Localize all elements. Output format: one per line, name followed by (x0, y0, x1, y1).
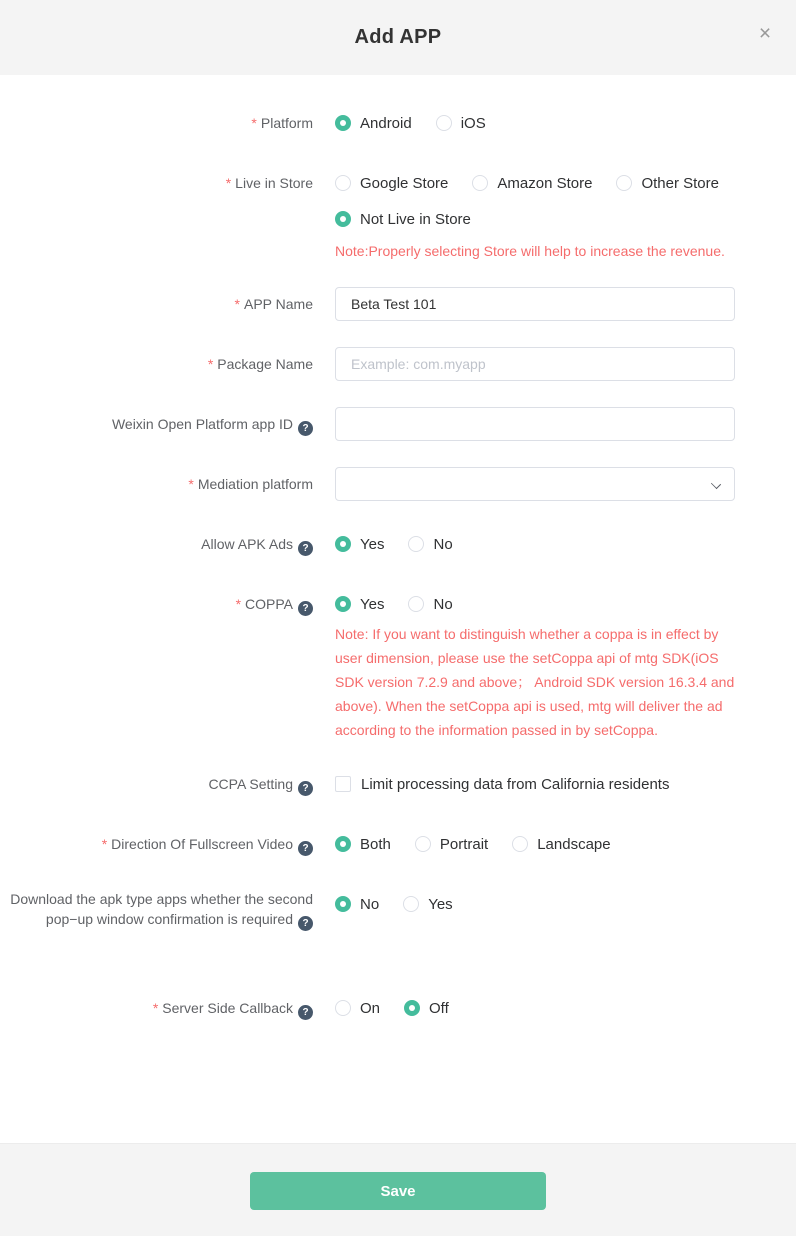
help-icon[interactable]: ? (298, 541, 313, 556)
direction-label: * Direction Of Fullscreen Video ? (0, 827, 313, 856)
close-icon[interactable]: × (758, 21, 772, 45)
coppa-label: * COPPA ? (0, 587, 313, 616)
radio-icon (408, 536, 424, 552)
help-icon[interactable]: ? (298, 421, 313, 436)
form-row-apk-confirm (0, 887, 796, 931)
dialog-footer (0, 1143, 796, 1236)
radio-label: Yes (360, 595, 385, 613)
radio-label: No (433, 535, 453, 553)
help-icon[interactable]: ? (298, 781, 313, 796)
radio-callback-off[interactable] (404, 1000, 449, 1017)
radio-icon (335, 536, 351, 552)
store-note: Note:Properly selecting Store will help to increase the revenue. (335, 243, 725, 259)
radio-label: Amazon Store (497, 174, 593, 192)
radio-label: Yes (428, 895, 453, 913)
radio-apk-confirm-yes[interactable] (403, 896, 452, 913)
radio-label: Off (429, 999, 449, 1017)
radio-apk-ads-yes[interactable] (335, 536, 384, 553)
radio-label: No (360, 895, 380, 913)
radio-icon (403, 896, 419, 912)
form-row-platform (0, 106, 796, 140)
platform-label: * Platform (251, 115, 313, 131)
package-name-label: * Package Name (207, 356, 313, 372)
radio-icon (472, 175, 488, 191)
radio-icon (436, 115, 452, 131)
mediation-platform-label: * Mediation platform (188, 476, 313, 492)
required-asterisk: * (225, 175, 232, 191)
form-row-ccpa (0, 767, 796, 801)
checkbox-label: Limit processing data from California residents (361, 775, 670, 793)
radio-apk-ads-no[interactable] (408, 536, 452, 553)
radio-label: iOS (460, 114, 486, 132)
radio-icon (335, 836, 351, 852)
radio-label: No (433, 595, 453, 613)
required-asterisk: * (234, 296, 240, 312)
help-icon[interactable]: ? (298, 916, 313, 931)
required-asterisk: * (207, 356, 214, 372)
required-asterisk: * (152, 1000, 159, 1016)
radio-label: Landscape (537, 835, 611, 853)
radio-ios[interactable] (436, 115, 486, 132)
ccpa-checkbox[interactable] (335, 767, 796, 801)
radio-direction-both[interactable] (335, 836, 391, 853)
radio-icon (335, 115, 351, 131)
radio-icon (335, 1000, 351, 1016)
radio-coppa-yes[interactable] (335, 596, 384, 613)
radio-icon (616, 175, 632, 191)
form-row-weixin-app-id (0, 407, 796, 441)
radio-amazon-store[interactable] (472, 175, 592, 192)
dialog-header (0, 0, 796, 75)
package-name-input[interactable] (335, 347, 735, 381)
radio-direction-landscape[interactable] (512, 836, 610, 853)
form-row-live-in-store (0, 166, 796, 287)
radio-icon (415, 836, 431, 852)
radio-apk-confirm-no[interactable] (335, 896, 379, 913)
live-in-store-label: * Live in Store (225, 175, 313, 191)
radio-icon (404, 1000, 420, 1016)
form-row-app-name (0, 287, 796, 321)
server-callback-label: * Server Side Callback ? (0, 991, 313, 1020)
radio-google-store[interactable] (335, 175, 448, 192)
radio-label: Both (360, 835, 391, 853)
coppa-note: Note: If you want to distinguish whether a coppa is in effect by user dimension, please use the setCoppa api of mtg SDK(iOS SDK version 7.2.9 and above； Android SDK version 16.3.4 and above). When the setCoppa api is used, mtg will deliver the ad according to the information passed in by setCoppa. (335, 626, 735, 738)
required-asterisk: * (235, 596, 242, 612)
radio-other-store[interactable] (616, 175, 719, 192)
weixin-app-id-label: Weixin Open Platform app ID ? (0, 407, 313, 436)
save-button[interactable]: Save (250, 1172, 546, 1210)
radio-label: Other Store (641, 174, 719, 192)
radio-label: Google Store (360, 174, 449, 192)
help-icon[interactable]: ? (298, 1005, 313, 1020)
help-icon[interactable]: ? (298, 601, 313, 616)
checkbox-icon (335, 776, 351, 792)
radio-icon (335, 896, 351, 912)
radio-icon (335, 211, 351, 227)
radio-label: Portrait (439, 835, 489, 853)
required-asterisk: * (251, 115, 257, 131)
help-icon[interactable]: ? (298, 841, 313, 856)
radio-icon (335, 175, 351, 191)
radio-callback-on[interactable] (335, 1000, 380, 1017)
form-row-package-name (0, 347, 796, 381)
ccpa-label: CCPA Setting ? (0, 767, 313, 796)
mediation-platform-select[interactable] (335, 467, 735, 501)
form-row-direction (0, 827, 796, 861)
radio-android[interactable] (335, 115, 412, 132)
radio-not-live-in-store[interactable] (335, 211, 471, 228)
form-row-coppa (0, 587, 796, 767)
radio-coppa-no[interactable] (408, 596, 452, 613)
apk-confirm-label: Download the apk type apps whether the second pop−up window confirmation is required ? (10, 891, 313, 929)
radio-direction-portrait[interactable] (415, 836, 488, 853)
radio-icon (335, 596, 351, 612)
radio-icon (512, 836, 528, 852)
radio-label: Android (360, 114, 412, 132)
form-row-mediation-platform (0, 467, 796, 501)
radio-label: On (360, 999, 381, 1017)
required-asterisk: * (101, 836, 108, 852)
dialog-title: Add APP (354, 26, 442, 48)
form-row-server-callback (0, 991, 796, 1025)
radio-icon (408, 596, 424, 612)
form-row-allow-apk-ads (0, 527, 796, 561)
radio-label: Yes (360, 535, 385, 553)
allow-apk-ads-label: Allow APK Ads ? (0, 527, 313, 556)
app-name-label: * APP Name (234, 296, 313, 312)
app-name-input[interactable] (335, 287, 735, 321)
required-asterisk: * (188, 476, 194, 492)
dialog-body (0, 75, 796, 1143)
weixin-app-id-input[interactable] (335, 407, 735, 441)
radio-label: Not Live in Store (360, 210, 471, 228)
chevron-down-icon (711, 479, 721, 489)
